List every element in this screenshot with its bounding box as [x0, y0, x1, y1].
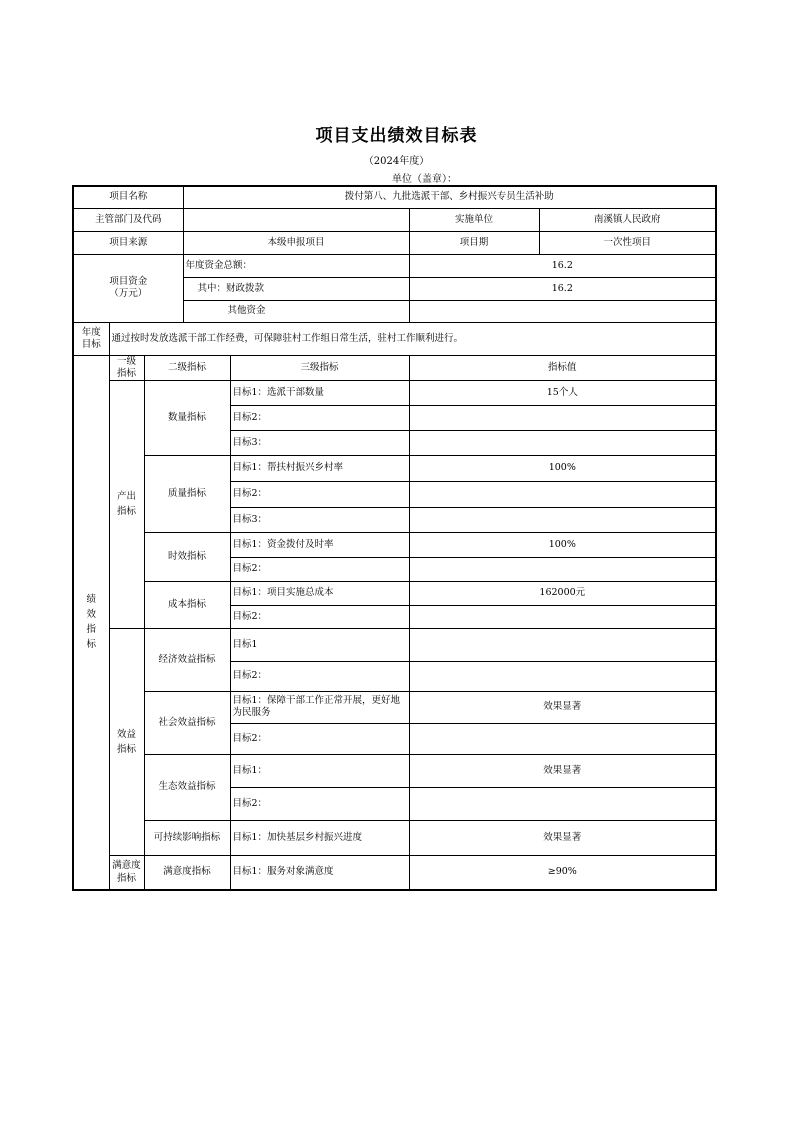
target-cell: 目标1：帮扶村振兴乡村率: [230, 455, 409, 481]
output-label-text: 产出指标: [116, 491, 136, 517]
annual-goal-label-line1: 年度: [81, 326, 101, 338]
target-cell: 目标3：: [230, 507, 409, 532]
annual-goal-label: [73, 322, 109, 355]
target-cell: 目标1：加快基层乡村振兴进度: [230, 820, 409, 855]
funds-label: [73, 254, 183, 322]
row-funds-total: [73, 254, 716, 277]
row-annual-goal: [73, 322, 716, 355]
value-cell: [409, 787, 716, 820]
value-cell: 162000元: [409, 581, 716, 605]
target-cell: 目标1：保障干部工作正常开展，更好地为民服务: [230, 691, 409, 723]
project-name-value: 拨付第八、九批选派干部、乡村振兴专员生活补助: [183, 186, 716, 208]
table-row: [73, 455, 716, 481]
value-cell: 效果显著: [409, 820, 716, 855]
funds-total-value: 16.2: [409, 254, 716, 277]
impl-unit-label: 实施单位: [409, 208, 539, 231]
table-row: [73, 820, 716, 855]
value-cell: [409, 661, 716, 691]
table-row: [73, 691, 716, 723]
value-cell: ≥90%: [409, 855, 716, 890]
sustainable-label: 可持续影响指标: [144, 820, 230, 855]
dept-label: 主管部门及代码: [73, 208, 183, 231]
social-label: 社会效益指标: [144, 691, 230, 754]
target-cell: 目标2：: [230, 405, 409, 430]
funds-fiscal-label: 其中：财政拨款: [183, 277, 409, 300]
perf-label-text: 绩效指标: [86, 594, 96, 651]
period-label: 项目期: [409, 231, 539, 254]
table-row: [73, 581, 716, 605]
value-cell: [409, 430, 716, 455]
value-cell: 15个人: [409, 380, 716, 405]
year-label: （2024年度）: [363, 156, 430, 167]
impl-unit-value: 南溪镇人民政府: [539, 208, 716, 231]
table-row: [73, 855, 716, 890]
value-cell: [409, 481, 716, 507]
value-cell: 100%: [409, 455, 716, 481]
row-indicator-header: [73, 355, 716, 380]
benefit-label-text: 效益指标: [116, 728, 136, 755]
funds-other-label: 其他资金: [183, 300, 409, 322]
target-cell: 目标1：服务对象满意度: [230, 855, 409, 890]
target-cell: 目标1：项目实施总成本: [230, 581, 409, 605]
target-cell: 目标2：: [230, 605, 409, 628]
period-value: 一次性项目: [539, 231, 716, 254]
project-name-label: 项目名称: [73, 186, 183, 208]
header-value: 指标值: [409, 355, 716, 380]
value-cell: 效果显著: [409, 691, 716, 723]
unit-stamp-label: 单位（盖章）：: [392, 174, 457, 185]
target-cell: 目标1: [230, 628, 409, 661]
target-cell: 目标1：选派干部数量: [230, 380, 409, 405]
funds-label-line1: 项目资金: [109, 276, 148, 287]
quantity-label: 数量指标: [144, 380, 230, 455]
header-level1: [109, 355, 144, 380]
output-label: [109, 380, 144, 628]
source-label: 项目来源: [73, 231, 183, 254]
funds-fiscal-value: 16.2: [409, 277, 716, 300]
value-cell: [409, 405, 716, 430]
value-cell: 效果显著: [409, 754, 716, 787]
value-cell: [409, 628, 716, 661]
table-row: [73, 532, 716, 557]
funds-other-value: [409, 300, 716, 322]
target-cell: 目标2：: [230, 661, 409, 691]
target-cell: 目标3：: [230, 430, 409, 455]
cost-label: 成本指标: [144, 581, 230, 628]
value-cell: [409, 507, 716, 532]
target-cell: 目标1：资金拨付及时率: [230, 532, 409, 557]
quality-label: 质量指标: [144, 455, 230, 532]
perf-label: [73, 355, 109, 890]
value-cell: 100%: [409, 532, 716, 557]
page-title: 项目支出绩效目标表: [315, 126, 478, 146]
value-cell: [409, 557, 716, 581]
table-row: [73, 380, 716, 405]
target-cell: 目标2：: [230, 723, 409, 754]
satisfaction-label: [109, 855, 144, 890]
target-cell: 目标2：: [230, 481, 409, 507]
satisfaction-label-text: 满意度指标: [112, 860, 141, 885]
benefit-label: [109, 628, 144, 855]
performance-table: [72, 185, 717, 891]
target-cell: 目标2：: [230, 787, 409, 820]
funds-label-line2: （万元）: [109, 288, 148, 299]
row-department: [73, 208, 716, 231]
value-cell: [409, 723, 716, 754]
row-source: [73, 231, 716, 254]
row-project-name: [73, 186, 716, 208]
annual-goal-text: 通过按时发放选派干部工作经费，可保障驻村工作组日常生活，驻村工作顺利进行。: [109, 322, 716, 355]
table-row: [73, 628, 716, 661]
dept-value: [183, 208, 409, 231]
header-level2: 二级指标: [144, 355, 230, 380]
header-level1-text: 一级指标: [116, 355, 136, 379]
target-cell: 目标2：: [230, 557, 409, 581]
satisfaction-sub-label: 满意度指标: [144, 855, 230, 890]
ecological-label: 生态效益指标: [144, 754, 230, 820]
economic-label: 经济效益指标: [144, 628, 230, 691]
source-value: 本级申报项目: [183, 231, 409, 254]
annual-goal-label-line2: 目标: [81, 338, 101, 350]
timeliness-label: 时效指标: [144, 532, 230, 581]
funds-total-label: 年度资金总额：: [183, 254, 409, 277]
target-cell: 目标1：: [230, 754, 409, 787]
header-level3: 三级指标: [230, 355, 409, 380]
value-cell: [409, 605, 716, 628]
table-row: [73, 754, 716, 787]
